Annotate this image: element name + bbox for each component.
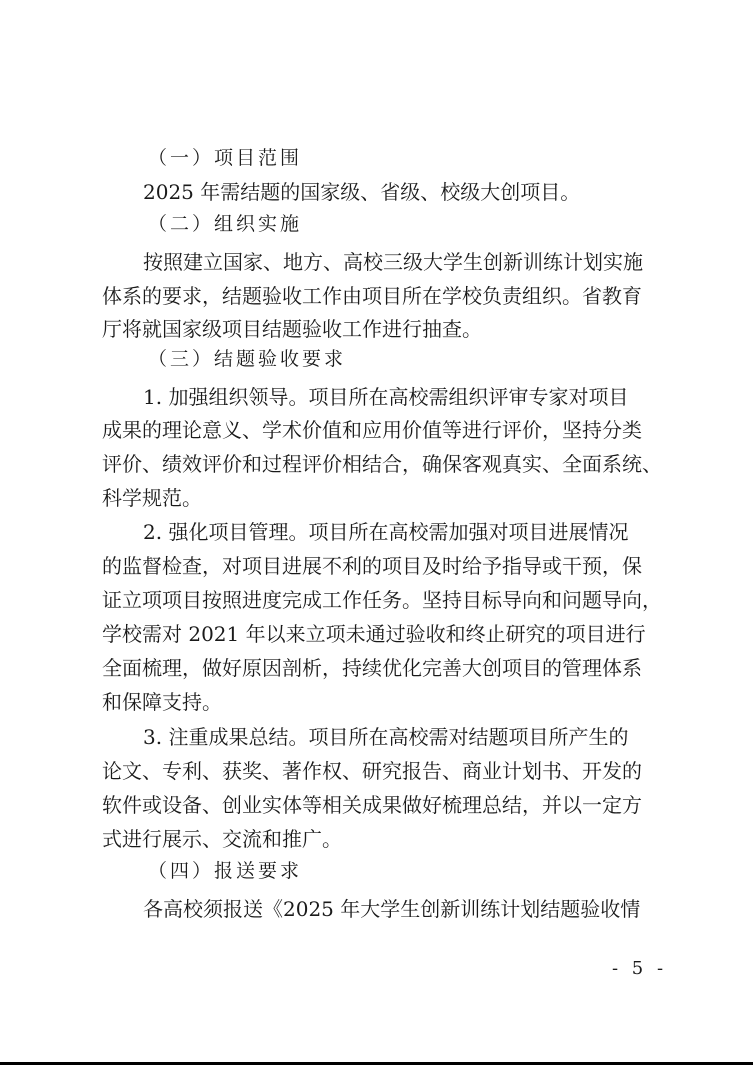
paragraph-line: 学校需对 2021 年以来立项未通过验收和终止研究的项目进行: [102, 622, 646, 646]
paragraph-line: 科学规范。: [102, 486, 202, 510]
paragraph-line: 成果的理论意义、学术价值和应用价值等进行评价，坚持分类: [102, 418, 642, 442]
bottom-border: [0, 1062, 753, 1065]
paragraph-line: 软件或设备、创业实体等相关成果做好梳理总结，并以一定方: [102, 793, 642, 817]
section-heading-organization: （二）组织实施: [148, 213, 303, 235]
paragraph-line: 和保障支持。: [102, 690, 222, 714]
paragraph-line: 2025 年需结题的国家级、省级、校级大创项目。: [143, 180, 581, 204]
section-heading-submission: （四）报送要求: [148, 860, 303, 882]
paragraph-line: 证立项项目按照进度完成工作任务。坚持目标导向和问题导向，: [102, 588, 662, 612]
section-heading-scope: （一）项目范围: [148, 147, 303, 169]
paragraph-line: 1. 加强组织领导。项目所在高校需组织评审专家对项目: [143, 385, 629, 409]
paragraph-line: 的监督检查，对项目进展不利的项目及时给予指导或干预，保: [102, 554, 642, 578]
paragraph-line: 评价、绩效评价和过程评价相结合，确保客观真实、全面系统、: [102, 452, 662, 476]
paragraph-line: 2. 强化项目管理。项目所在高校需加强对项目进展情况: [143, 520, 629, 544]
page-number: - 5 -: [612, 958, 668, 979]
section-heading-requirements: （三）结题验收要求: [148, 348, 347, 370]
paragraph-line: 论文、专利、获奖、著作权、研究报告、商业计划书、开发的: [102, 759, 642, 783]
paragraph-line: 各高校须报送《2025 年大学生创新训练计划结题验收情: [143, 897, 641, 921]
paragraph-line: 3. 注重成果总结。项目所在高校需对结题项目所产生的: [143, 725, 629, 749]
paragraph-line: 厅将就国家级项目结题验收工作进行抽查。: [102, 317, 482, 341]
paragraph-line: 按照建立国家、地方、高校三级大学生创新训练计划实施: [143, 250, 643, 274]
paragraph-line: 体系的要求，结题验收工作由项目所在学校负责组织。省教育: [102, 284, 642, 308]
paragraph-line: 全面梳理，做好原因剖析，持续优化完善大创项目的管理体系: [102, 656, 642, 680]
paragraph-line: 式进行展示、交流和推广。: [102, 827, 342, 851]
